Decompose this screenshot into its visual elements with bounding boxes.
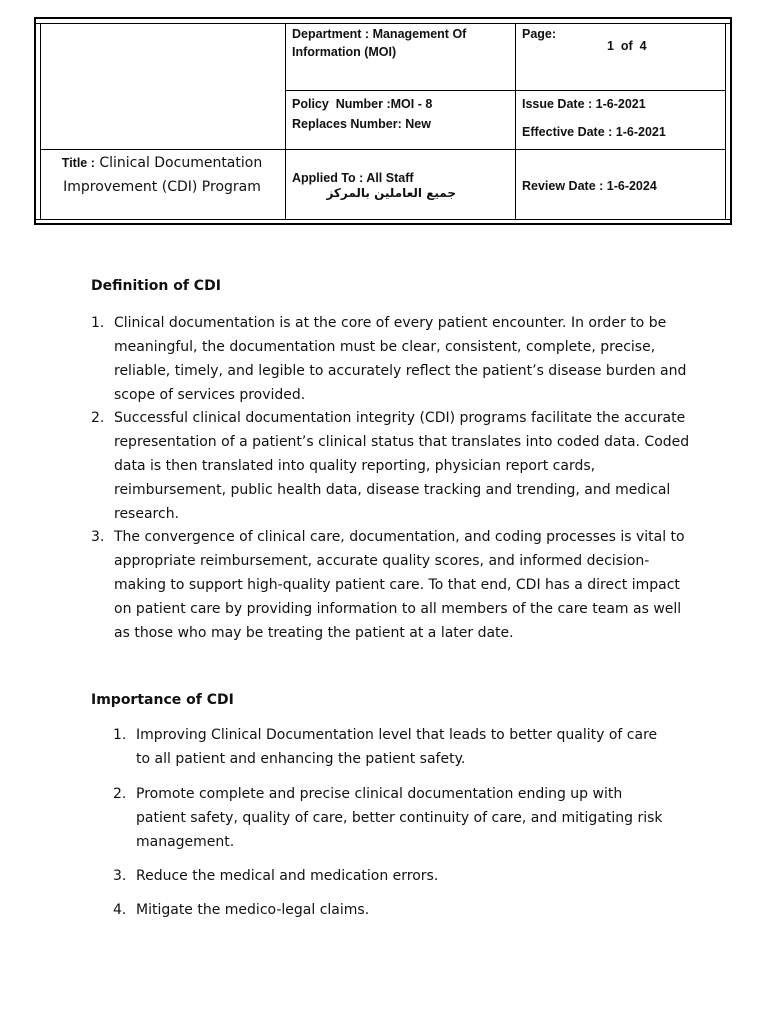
- list-number: 2.: [91, 410, 105, 426]
- list-text: Promote complete and precise clinical documentation ending up with patient safety, quality of care, better continuity of care, and mitigating risk management.: [136, 786, 663, 850]
- table-border: [36, 219, 730, 220]
- list-number: 1.: [91, 315, 105, 331]
- department-cell: Department : Management Of Information (MOI): [292, 27, 467, 59]
- page-number: 1 of 4: [607, 39, 647, 53]
- policy-header-table: [34, 17, 732, 225]
- list-number: 4.: [113, 902, 127, 918]
- list-text: Clinical documentation is at the core of every patient encounter. In order to be meaningful, the documentation must be clear, consistent, complete, precise, reliable, timely, and legible to accurately reflect the patient’s disease burden and scope of services provided.: [114, 315, 687, 403]
- importance-heading: Importance of CDI: [91, 692, 234, 708]
- list-number: 2.: [113, 786, 127, 802]
- list-item: [91, 311, 691, 407]
- replaces-number: Replaces Number: New: [292, 117, 431, 131]
- list-text: Mitigate the medico-legal claims.: [136, 902, 370, 918]
- list-number: 3.: [113, 868, 127, 884]
- table-border: [725, 23, 726, 220]
- review-date: Review Date : 1-6-2024: [522, 179, 657, 193]
- column-divider: [515, 23, 516, 220]
- row-divider: [40, 149, 726, 150]
- list-item: [113, 782, 673, 854]
- row-divider: [285, 90, 726, 91]
- list-text: Improving Clinical Documentation level that leads to better quality of care to all patient and enhancing the patient safety.: [136, 727, 658, 767]
- effective-date: Effective Date : 1-6-2021: [522, 125, 666, 139]
- list-item: [91, 525, 691, 645]
- list-item: [91, 406, 691, 526]
- title-text: Clinical Documentation Improvement (CDI) Program: [63, 155, 263, 195]
- list-item: [113, 723, 673, 771]
- title-label: Title :: [61, 156, 95, 170]
- page-label: Page:: [522, 27, 557, 41]
- list-number: 1.: [113, 727, 127, 743]
- list-text: Reduce the medical and medication errors.: [136, 868, 439, 884]
- table-border: [36, 23, 730, 24]
- list-item: [113, 864, 673, 888]
- list-text: The convergence of clinical care, documentation, and coding processes is vital to appropriate reimbursement, accurate quality scores, and informed decision-making to support high-quality patient care. To that end, CDI has a direct impact on patient care by providing information to all members of the care team as well as those who may be treating the patient at a later date.: [114, 529, 685, 641]
- policy-title: [42, 151, 282, 199]
- list-text: Successful clinical documentation integrity (CDI) programs facilitate the accurate representation of a patient’s clinical status that translates into coded data. Coded data is then translated into quality reporting, physician report cards, reimbursement, public health data, disease tracking and trending, and medical research.: [114, 410, 690, 522]
- issue-date: Issue Date : 1-6-2021: [522, 97, 646, 111]
- list-number: 3.: [91, 529, 105, 545]
- applied-to-arabic: جميع العاملين بالمركز: [326, 186, 456, 200]
- applied-to: Applied To : All Staff: [292, 171, 414, 185]
- policy-number: Policy Number :MOI - 8: [292, 97, 433, 111]
- definition-heading: Definition of CDI: [91, 278, 221, 294]
- column-divider: [285, 23, 286, 220]
- list-item: [113, 898, 673, 922]
- table-border: [40, 23, 41, 220]
